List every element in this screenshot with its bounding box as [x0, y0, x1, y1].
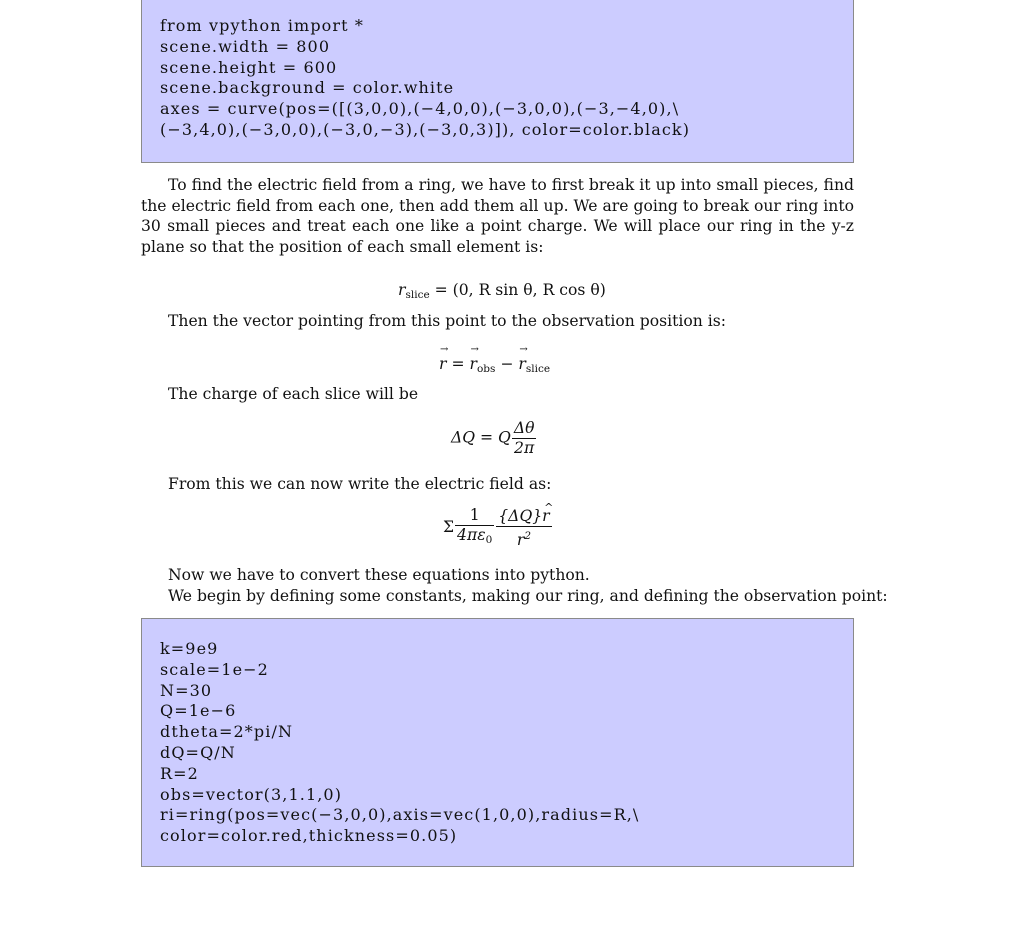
intro-paragraph: To find the electric field from a ring, we have to first break it up into small pieces, find the electric field from each one, then add them all up. We are going to break our ring into 30 small pieces and treat each one like a point charge. We will place our ring in the y-z plane so that the position of each small element is:	[141, 176, 854, 257]
code-line: ri=ring(pos=vec(−3,0,0),axis=vec(1,0,0),radius=R,\	[160, 805, 640, 825]
code-line: obs=vector(3,1.1,0)	[160, 784, 343, 804]
code-block-bottom	[141, 618, 854, 867]
efield-frac2-num: {ΔQ}	[498, 506, 543, 525]
rslice-lhs: r	[398, 281, 406, 299]
code-line: R=2	[160, 763, 199, 783]
efield-frac2-num-hat: ^ r	[542, 508, 549, 525]
code-line: scene.height = 600	[160, 57, 338, 77]
code-line: k=9e9	[160, 639, 219, 658]
code-line: scene.background = color.white	[160, 78, 455, 98]
code-line: scale=1e−2	[160, 659, 269, 679]
equation-efield	[443, 507, 553, 549]
efield-frac2-den: r	[516, 530, 525, 549]
efield-fraction-2	[496, 508, 551, 549]
rvec-equals: =	[451, 355, 465, 373]
code-line: from vpython import *	[160, 16, 364, 35]
efield-sigma: Σ	[443, 518, 455, 536]
begin-line: We begin by defining some constants, making our ring, and defining the observation point:	[168, 587, 888, 605]
dq-denominator: 2π	[514, 439, 535, 457]
then-vector-line: Then the vector pointing from this point to the observation position is:	[168, 312, 727, 330]
rvec-term2: → r	[518, 355, 525, 373]
efield-fraction-1	[455, 507, 494, 549]
code-line: dQ=Q/N	[160, 742, 236, 762]
from-this-line: From this we can now write the electric field as:	[168, 475, 552, 493]
equation-rslice	[398, 281, 606, 301]
convert-line: Now we have to convert these equations into python.	[168, 566, 590, 584]
code-line: (−3,4,0),(−3,0,0),(−3,0,−3),(−3,0,3)]), color=color.black)	[160, 119, 691, 139]
code-line: N=30	[160, 680, 213, 700]
dq-numerator: Δθ	[513, 419, 535, 437]
rvec-term1-sub: obs	[476, 363, 496, 375]
equation-rvec	[439, 355, 550, 375]
charge-line: The charge of each slice will be	[168, 385, 419, 403]
code-line: axes = curve(pos=([(3,0,0),(−4,0,0),(−3,0,0),(−3,−4,0),\	[160, 99, 680, 119]
dq-fraction	[512, 420, 537, 457]
code-line: dtheta=2*pi/N	[160, 722, 294, 742]
efield-frac2-den-sup: 2	[524, 529, 532, 542]
rslice-rhs: = (0, R sin θ, R cos θ)	[434, 281, 606, 299]
efield-frac1-num: 1	[455, 507, 494, 526]
efield-frac1-den: 4πε	[457, 526, 486, 544]
code-block-top	[141, 0, 854, 163]
rvec-lhs: → r	[439, 355, 446, 373]
rslice-lhs-sub: slice	[405, 289, 430, 301]
code-line: Q=1e−6	[160, 701, 237, 721]
code-line: color=color.red,thickness=0.05)	[160, 826, 458, 846]
code-line: scene.width = 800	[160, 36, 331, 56]
dq-lhs: ΔQ = Q	[451, 428, 511, 447]
rvec-term2-sub: slice	[525, 363, 551, 375]
rvec-minus: −	[500, 355, 514, 373]
efield-frac1-den-sub: 0	[485, 534, 493, 546]
equation-dq	[451, 420, 537, 457]
rvec-term1: → r	[469, 355, 476, 373]
